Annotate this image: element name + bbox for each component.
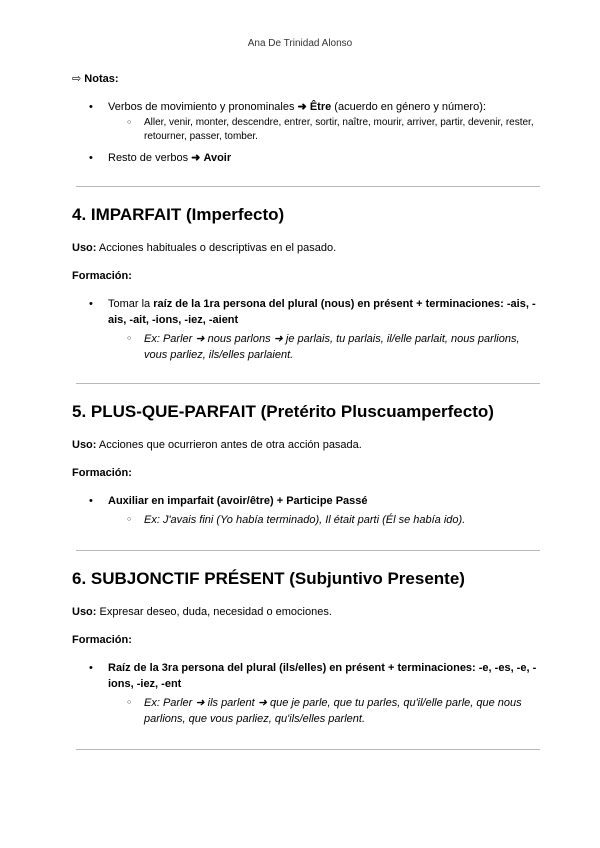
- notes-label: Notas:: [84, 73, 119, 85]
- list-item-bold: Être: [309, 101, 332, 113]
- notes-list: [72, 99, 542, 166]
- usage-line: [72, 241, 542, 255]
- example-item: ○ Ex: Parler ➜ nous parlons ➜ je parlais, tu parlais, il/elle parlait, nous parlions, vous parliez, ils/elles parlaient.: [72, 331, 542, 363]
- list-item: [72, 99, 542, 115]
- usage-label: Uso:: [72, 606, 97, 618]
- usage-label: Uso:: [72, 439, 97, 451]
- page-header-author: Ana De Trinidad Alonso: [247, 38, 353, 49]
- example-item: ○ Ex: J'avais fini (Yo había terminado), Il était parti (Él se había ido).: [72, 512, 542, 528]
- divider: [76, 383, 540, 384]
- formation-label: Formación:: [72, 634, 132, 646]
- document-body: [72, 72, 542, 750]
- divider: [76, 749, 540, 750]
- formation-label: Formación:: [72, 467, 132, 479]
- arrow-right-icon: ⇨: [72, 73, 82, 85]
- formation-list: [72, 493, 542, 528]
- example-item: ○ Ex: Parler ➜ ils parlent ➜ que je parle, que tu parles, qu'il/elle parle, que nous parlions, que vous parliez, qu'ils/elles parlent.: [72, 695, 542, 727]
- usage-text: Expresar deseo, duda, necesidad o emociones.: [96, 606, 332, 618]
- list-item-text: Verbos de movimiento y pronominales: [108, 101, 298, 113]
- section-title: 6. SUBJONCTIF PRÉSENT (Subjuntivo Presente): [72, 569, 465, 588]
- list-item: [72, 660, 542, 692]
- list-item-bold: Raíz de la 3ra persona del plural (ils/elles) en présent + terminaciones: -e, -es, -e, -ions, -iez, -ent: [108, 662, 537, 690]
- arrow-icon: ➜: [297, 101, 307, 113]
- formation-list: [72, 660, 542, 727]
- usage-label: Uso:: [72, 242, 97, 254]
- list-item-bold: Avoir: [203, 152, 232, 164]
- divider: [76, 550, 540, 551]
- arrow-icon: ➜: [191, 152, 201, 164]
- usage-line: [72, 605, 542, 619]
- list-item-text: (acuerdo en género y número):: [331, 101, 486, 113]
- divider: [76, 186, 540, 187]
- notes-heading: [72, 72, 542, 85]
- list-item-bold: raíz de la 1ra persona del plural (nous) en présent + terminaciones: -ais, -ais, -ait, -ions, -iez, -aient: [108, 298, 536, 326]
- section-title: 4. IMPARFAIT (Imperfecto): [72, 205, 285, 224]
- list-item: [72, 150, 542, 166]
- list-item-text: Tomar la: [108, 298, 154, 310]
- usage-text: Acciones habituales o descriptivas en el pasado.: [96, 242, 337, 254]
- list-item-bold: Auxiliar en imparfait (avoir/être) + Participe Passé: [108, 495, 368, 507]
- formation-list: [72, 296, 542, 363]
- list-item: [72, 296, 542, 328]
- formation-label: Formación:: [72, 270, 132, 282]
- sub-list-item: ○ Aller, venir, monter, descendre, entrer, sortir, naître, mourir, arriver, partir, devenir, rester, retourner, passer, tomber.: [72, 116, 542, 144]
- list-item: [72, 493, 542, 509]
- usage-line: [72, 438, 542, 452]
- section-title: 5. PLUS-QUE-PARFAIT (Pretérito Pluscuamperfecto): [72, 402, 494, 421]
- usage-text: Acciones que ocurrieron antes de otra acción pasada.: [96, 439, 362, 451]
- list-item-text: Resto de verbos: [108, 152, 192, 164]
